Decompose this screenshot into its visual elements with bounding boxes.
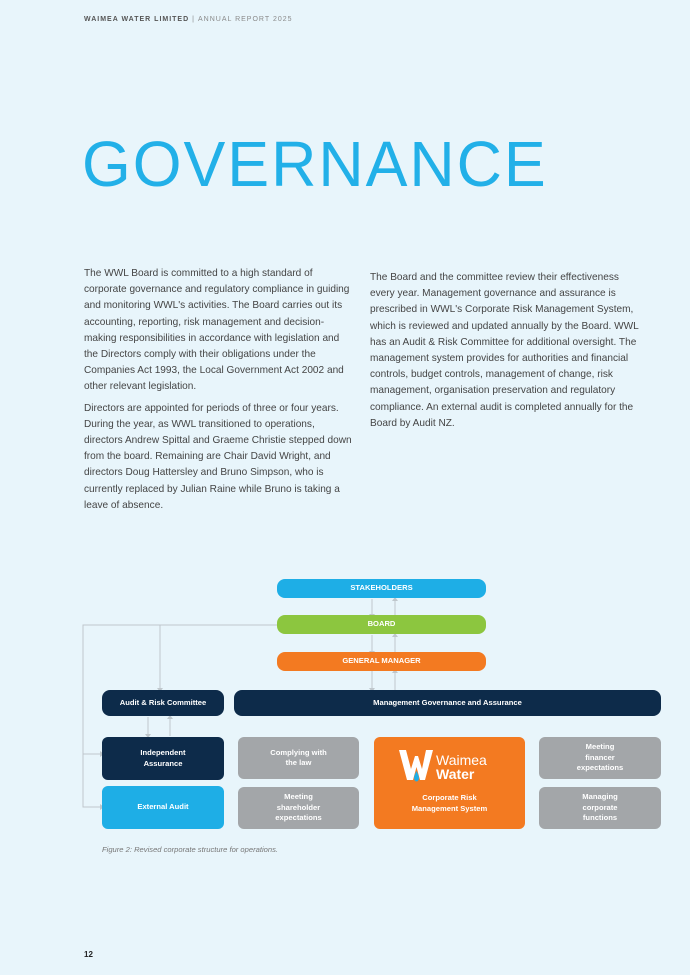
paragraph: Directors are appointed for periods of three or four years. During the year, as WWL transitioned to operations, directors Andrew Spittal and Graeme Christie stepped down from the board. Remaining are Chair David Wright, and directors Doug Hattersley and Bruno Simpson, who is currently replaced by Julian Raine while Bruno is taking a leave of absence. <box>84 402 352 511</box>
running-header <box>84 16 293 23</box>
page-number: 12 <box>84 950 93 959</box>
logo-text-line1: Waimea <box>436 752 487 768</box>
meeting-shareholder-box: Meeting shareholder expectations <box>238 787 359 829</box>
text-column-right <box>370 270 645 437</box>
waimea-water-logo <box>396 745 506 785</box>
header-separator: | <box>192 16 195 23</box>
managing-corporate-box: Managing corporate functions <box>539 787 661 829</box>
stakeholders-box: STAKEHOLDERS <box>277 579 486 598</box>
external-audit-box: External Audit <box>102 786 224 829</box>
general-manager-box: GENERAL MANAGER <box>277 652 486 671</box>
management-governance-box: Management Governance and Assurance <box>234 690 661 716</box>
audit-risk-committee-box: Audit & Risk Committee <box>102 690 224 716</box>
text-column-left <box>84 266 354 519</box>
board-box: BOARD <box>277 615 486 634</box>
org-structure-diagram <box>0 570 690 850</box>
page-title: GOVERNANCE <box>82 128 548 200</box>
header-org: WAIMEA WATER LIMITED <box>84 16 190 23</box>
crms-box <box>374 737 525 829</box>
waimea-logo-icon <box>398 747 434 785</box>
meeting-financer-box: Meeting financer expectations <box>539 737 661 779</box>
paragraph: The WWL Board is committed to a high standard of corporate governance and regulatory compliance in guiding and monitoring WWL's activities. The Board carries out its accounting, reporting, risk management and decision-making responsibilities in accordance with legislation and the Directors comply with their obligations under the Companies Act 1993, the Local Government Act 2002 and other relevant legislation. <box>84 268 350 393</box>
independent-assurance-box: Independent Assurance <box>102 737 224 780</box>
header-report: ANNUAL REPORT 2025 <box>198 16 293 23</box>
paragraph: The Board and the committee review their effectiveness every year. Management governance and assurance is prescribed in WWL's Corporate Risk Management System, which is reviewed and updated annually by the Board. WWL has an Audit & Risk Committee for additional oversight. The management system provides for authorities and financial controls, budget controls, management of change, risk management, organisation preservation and regulatory compliance. An external audit is completed annually for the Board by Audit NZ. <box>370 272 639 429</box>
figure-caption: Figure 2: Revised corporate structure for operations. <box>102 845 279 854</box>
complying-law-box: Complying with the law <box>238 737 359 779</box>
crms-label: Corporate Risk Management System <box>411 793 488 813</box>
logo-text-line2: Water <box>436 766 475 782</box>
